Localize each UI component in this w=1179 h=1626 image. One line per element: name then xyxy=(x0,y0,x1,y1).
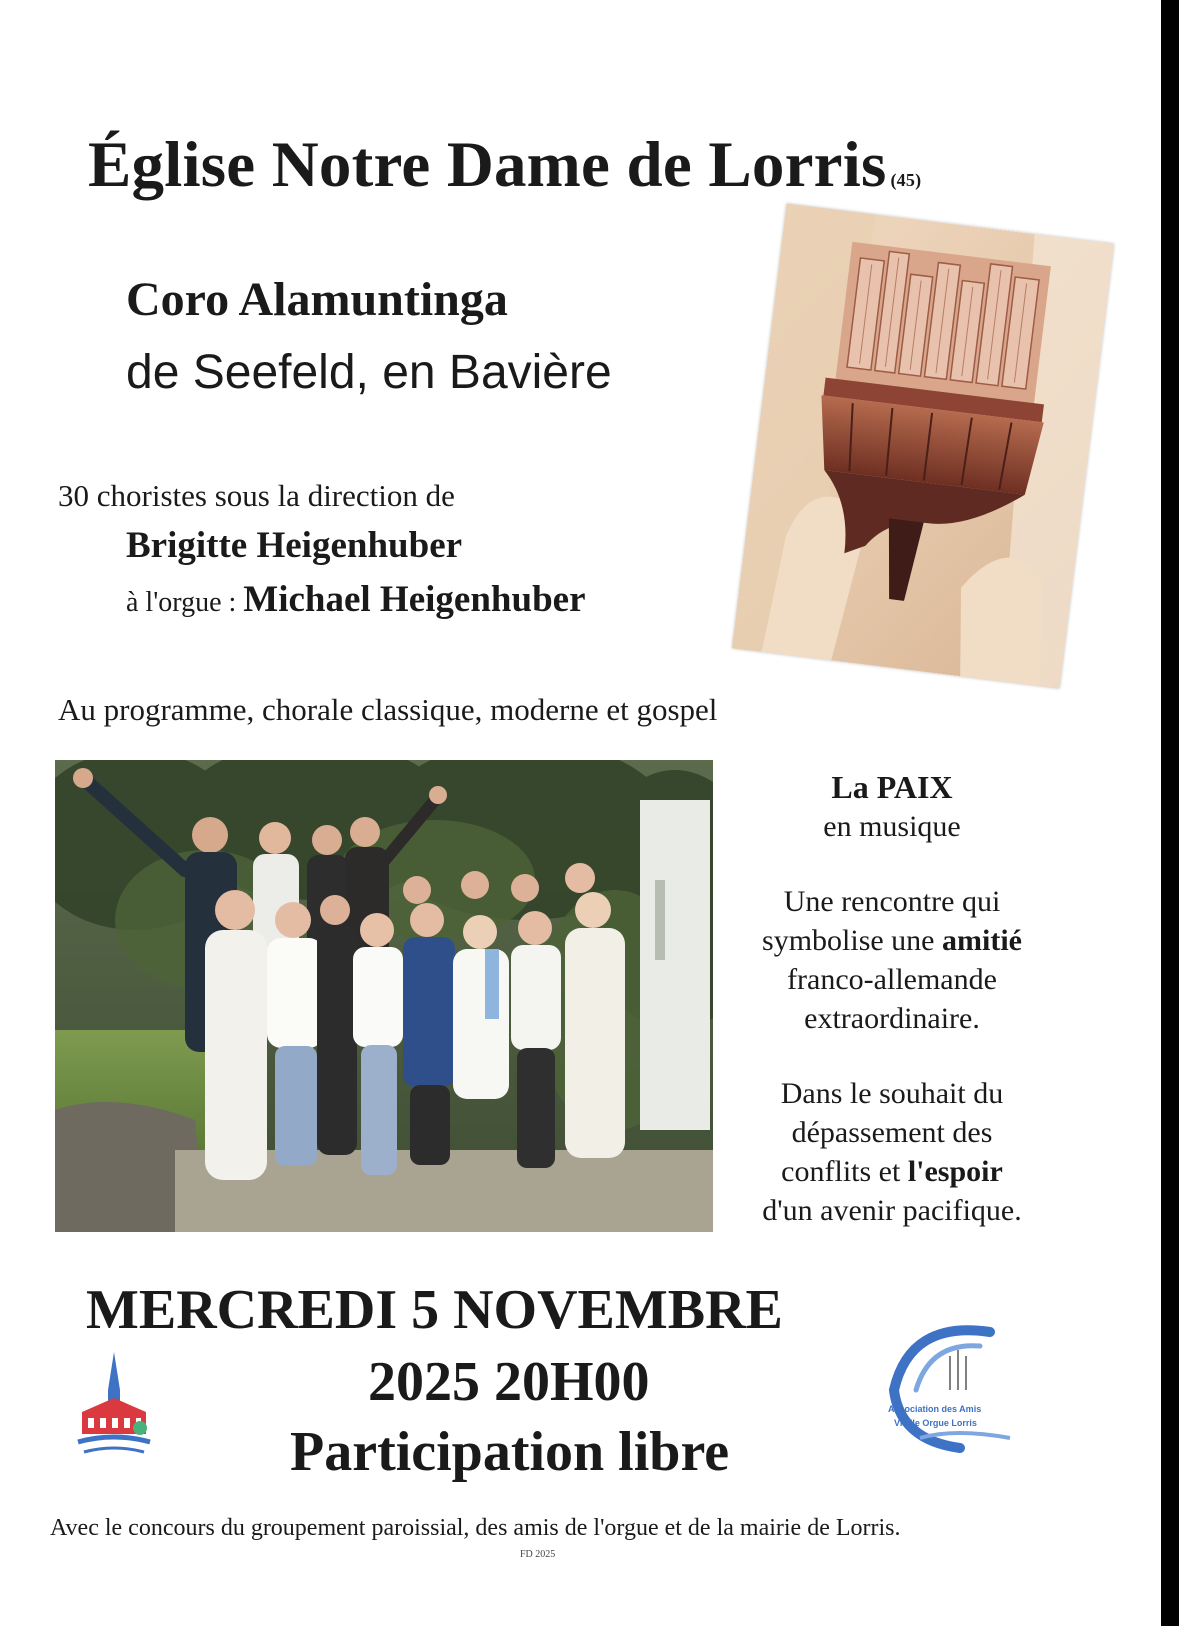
title-text: Église Notre Dame de Lorris xyxy=(88,129,887,201)
meeting-line-4: extraordinaire. xyxy=(804,1002,980,1035)
program-line: Au programme, chorale classique, moderne et gospel xyxy=(58,692,718,727)
organist-name: Michael Heigenhuber xyxy=(243,579,586,620)
organ-photo xyxy=(732,204,1114,689)
footer-credits: Avec le concours du groupement paroissial, des amis de l'orgue et de la mairie de Lorris. xyxy=(50,1515,901,1541)
wish-line-3-text: conflits et xyxy=(781,1155,908,1188)
footer-reference: FD 2025 xyxy=(520,1549,556,1560)
poster-title xyxy=(88,128,921,203)
logo-association-line-2: Vieille Orgue Lorris xyxy=(894,1418,977,1428)
choir-group-photo xyxy=(55,760,713,1232)
logo-association-line-1: Association des Amis xyxy=(888,1404,982,1414)
wish-line-3-emphasis: l'espoir xyxy=(907,1155,1003,1188)
entry-fee: Participation libre xyxy=(290,1421,730,1483)
conductor-name: Brigitte Heigenhuber xyxy=(126,525,463,566)
title-department: (45) xyxy=(890,170,922,190)
organist-line xyxy=(126,578,586,621)
meeting-line-1: Une rencontre qui xyxy=(783,885,1001,918)
peace-title: La PAIX xyxy=(831,769,953,805)
meeting-line-2-emphasis: amitié xyxy=(942,924,1022,957)
singers-line: 30 choristes sous la direction de xyxy=(58,478,455,513)
choir-name: Coro Alamuntinga xyxy=(126,273,508,326)
event-year-time: 2025 20H00 xyxy=(368,1351,650,1413)
meeting-line-2 xyxy=(736,921,1048,960)
wish-line-4: d'un avenir pacifique. xyxy=(762,1194,1022,1227)
wish-line-2: dépassement des xyxy=(791,1116,993,1149)
meeting-line-3: franco-allemande xyxy=(787,963,997,996)
event-date: MERCREDI 5 NOVEMBRE xyxy=(86,1279,783,1341)
peace-subtitle: en musique xyxy=(823,810,961,843)
meeting-line-2-text: symbolise une xyxy=(762,924,943,957)
church-logo-icon xyxy=(74,1350,154,1460)
choir-origin: de Seefeld, en Bavière xyxy=(126,346,612,399)
organ-friends-logo-icon xyxy=(880,1320,1030,1460)
organ-prefix: à l'orgue : xyxy=(126,587,244,618)
side-text-column xyxy=(736,768,1048,1230)
wish-line-1: Dans le souhait du xyxy=(780,1077,1004,1110)
wish-line-3 xyxy=(736,1152,1048,1191)
